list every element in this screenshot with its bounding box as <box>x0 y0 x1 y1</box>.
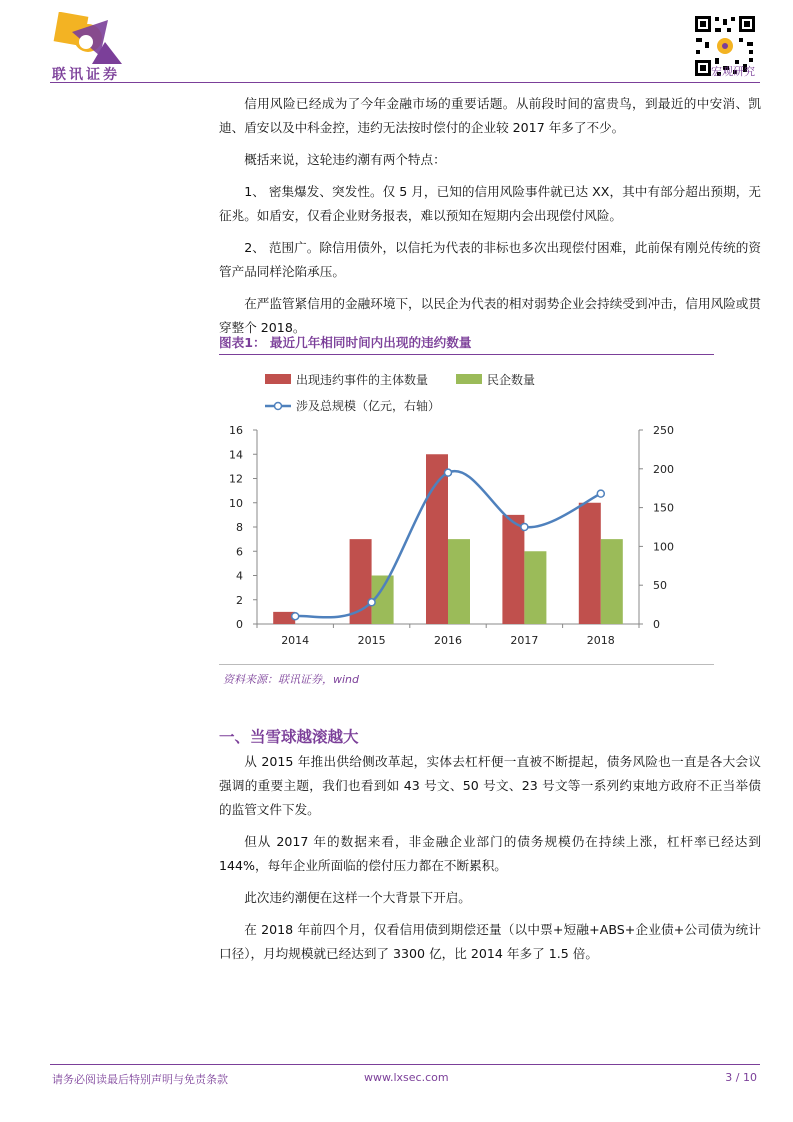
y-tick-label-left: 6 <box>236 545 243 559</box>
line-point <box>597 490 604 497</box>
paragraph: 1、 密集爆发、突发性。仅 5 月，已知的信用风险事件就已达 XX，其中有部分超出预期，无征兆。如盾安，仅看企业财务报表，难以预知在短期内会出现偿付风险。 <box>219 184 761 223</box>
bar <box>502 515 524 624</box>
figure-divider <box>219 354 714 355</box>
bar <box>448 539 470 624</box>
paragraph: 从 2015 年推出供给侧改革起，实体去杠杆便一直被不断提起，债务风险也一直是各大会议强调的重要主题，我们也看到如 43 号文、50 号文、23 号文等一系列约束地方政府不正当举债的监管文件下发。 <box>219 754 761 817</box>
paragraph: 信用风险已经成为了今年金融市场的重要话题。从前段时间的富贵鸟，到最近的中安消、凯迪、盾安以及中科金控，违约无法按时偿付的企业较 2017 年多了不少。 <box>219 96 761 135</box>
line-point <box>292 613 299 620</box>
figure-bottom-divider <box>219 664 714 665</box>
y-tick-label-left: 0 <box>236 618 243 631</box>
default-events-chart <box>219 360 714 662</box>
line-point <box>368 599 375 606</box>
bar <box>579 503 601 624</box>
legend-label: 民企数量 <box>487 373 536 387</box>
figure-source: 资料来源：联讯证券，wind <box>223 673 360 686</box>
y-tick-label-left: 14 <box>229 448 243 462</box>
y-tick-label-right: 150 <box>653 501 674 515</box>
legend-line-marker <box>275 403 282 410</box>
x-tick-label: 2014 <box>281 634 310 647</box>
paragraph: 在严监管紧信用的金融环境下，以民企为代表的相对弱势企业会持续受到冲击，信用风险或贯穿整个 2018。 <box>219 296 761 335</box>
y-tick-label-left: 10 <box>229 496 243 510</box>
paragraph: 此次违约潮便在这样一个大背景下开启。 <box>244 890 471 905</box>
intro-text <box>219 92 761 348</box>
x-tick-label: 2015 <box>357 634 386 647</box>
paragraph: 在 2018 年前四个月，仅看信用债到期偿还量（以中票+短融+ABS+企业债+公司债为统计口径），月均规模就已经达到了 3300 亿，比 2014 年多了 1.5 倍。 <box>219 922 761 961</box>
legend-swatch <box>265 374 291 384</box>
y-tick-label-left: 8 <box>236 521 243 534</box>
paragraph: 但从 2017 年的数据来看，非金融企业部门的债务规模仍在持续上涨，杠杆率已经达到 144%，每年企业所面临的偿付压力都在不断累积。 <box>219 834 761 873</box>
line-point <box>445 469 452 476</box>
y-tick-label-left: 16 <box>229 424 243 437</box>
x-tick-label: 2017 <box>510 634 539 647</box>
y-tick-label-right: 50 <box>653 579 667 593</box>
legend-swatch <box>456 374 482 384</box>
y-tick-label-right: 100 <box>653 540 674 554</box>
y-tick-label-right: 200 <box>653 462 674 476</box>
paragraph: 概括来说，这轮违约潮有两个特点： <box>244 152 446 167</box>
line-point <box>521 524 528 531</box>
section-heading: 一、当雪球越滚越大 <box>219 728 359 746</box>
x-tick-label: 2018 <box>586 634 615 647</box>
y-tick-label-left: 12 <box>229 472 243 486</box>
footer-divider <box>50 1064 760 1065</box>
footer-disclaimer-link[interactable]: 请务必阅读最后特别声明与免责条款 <box>52 1073 228 1086</box>
y-tick-label-left: 4 <box>236 569 243 583</box>
paragraph: 2、 范围广。除信用债外，以信托为代表的非标也多次出现偿付困难，此前保有刚兑传统的资管产品同样沦陷承压。 <box>219 240 761 279</box>
page-number: 3 / 10 <box>725 1071 757 1084</box>
bar <box>601 539 623 624</box>
y-tick-label-right: 0 <box>653 618 660 631</box>
header-divider <box>50 82 760 83</box>
legend-label: 出现违约事件的主体数量 <box>296 373 429 387</box>
x-tick-label: 2016 <box>434 634 462 647</box>
section-tag: 宏观研究 <box>711 65 755 78</box>
bar <box>426 454 448 624</box>
y-tick-label-right: 250 <box>653 424 674 437</box>
y-tick-label-left: 2 <box>236 593 243 607</box>
figure-caption: 图表1： 最近几年相同时间内出现的违约数量 <box>219 335 472 350</box>
logo-text: 联讯证券 <box>52 67 120 83</box>
legend-label: 涉及总规模（亿元，右轴） <box>296 399 441 413</box>
bar <box>524 551 546 624</box>
footer-website-link[interactable]: www.lxsec.com <box>364 1071 449 1084</box>
section-text <box>219 750 761 974</box>
